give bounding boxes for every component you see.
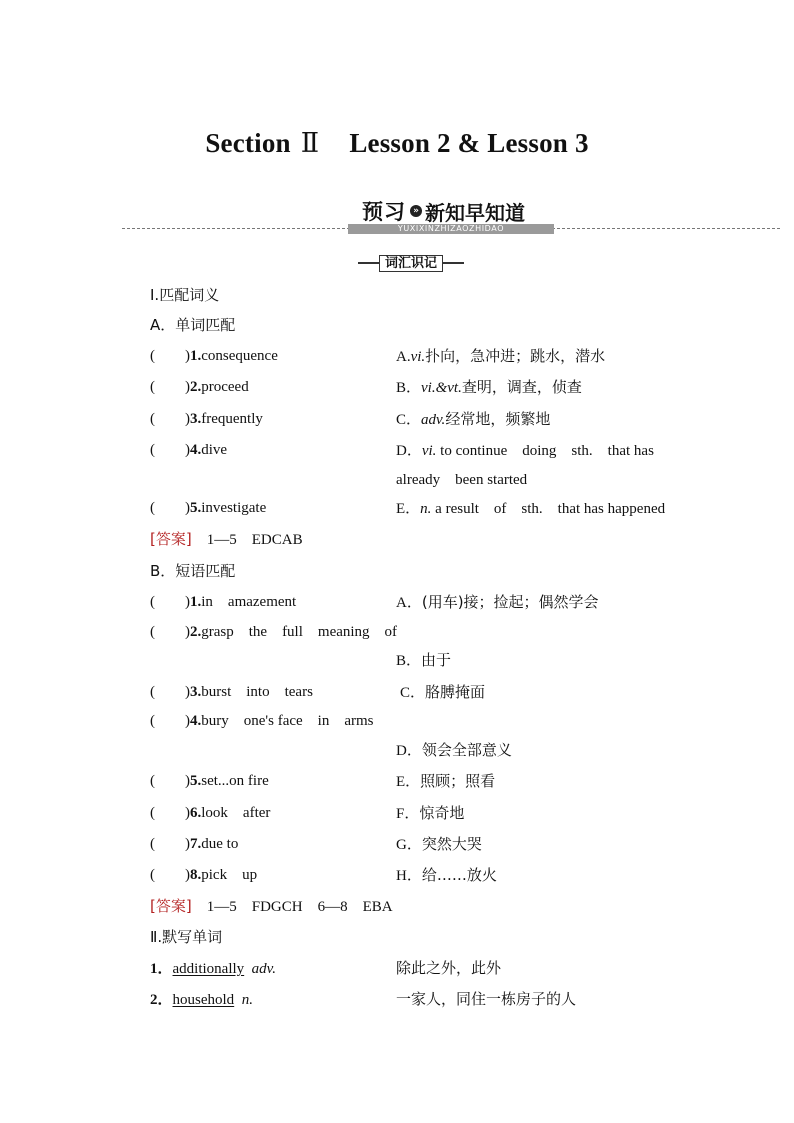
answer-a: [答案] 1—5 EDCAB <box>150 530 303 548</box>
dictation-row: 2．household n. <box>150 992 253 1008</box>
meaning-row: C．adv.经常地，频繁地 <box>396 410 551 428</box>
dictation-meaning: 一家人，同住一栋房子的人 <box>396 990 577 1008</box>
subsection-label: 词汇识记 <box>379 255 443 272</box>
phrase-meaning: A．(用车)接；捡起；偶然学会 <box>396 593 599 611</box>
arrow-icon: » <box>410 205 422 217</box>
meaning-row: E．n. a result of sth. that has happened <box>396 501 666 517</box>
meaning-row: D．vi. to continue doing sth. that has <box>396 443 654 459</box>
meaning-row: A.vi.扑向，急冲进；跳水，潜水 <box>396 347 606 365</box>
banner-main-label: 预习 <box>362 200 406 224</box>
word-row: ( )2.proceed <box>150 379 249 395</box>
dictation-row: 1．additionally adv. <box>150 961 276 977</box>
phrase-row: ( )5.set...on fire <box>150 773 269 789</box>
phrase-row: ( )4.bury one's face in arms <box>150 713 374 729</box>
subsection-badge <box>358 255 464 271</box>
phrase-meaning: B．由于 <box>396 651 452 669</box>
title-section: Section <box>205 128 291 158</box>
phrase-row: ( )1.in amazement <box>150 594 297 610</box>
word-row: ( )1.consequence <box>150 348 278 364</box>
dictation-answer: household <box>172 992 235 1008</box>
banner-tagline: 新知早知道 <box>425 200 525 225</box>
dictation-answer: additionally <box>172 961 245 977</box>
word-row: ( )5.investigate <box>150 500 267 516</box>
answer-b: [答案] 1—5 FDGCH 6—8 EBA <box>150 897 393 915</box>
part2-heading: Ⅱ.默写单词 <box>150 928 223 946</box>
meaning-row-continued: already been started <box>396 472 528 488</box>
word-row: ( )3.frequently <box>150 411 263 427</box>
part1-b-heading: B．短语匹配 <box>150 562 236 580</box>
title-lessons: Lesson 2 & Lesson 3 <box>349 128 589 158</box>
meaning-row: B．vi.&vt.查明，调查，侦查 <box>396 378 582 396</box>
title-numeral: Ⅱ <box>300 128 320 158</box>
phrase-meaning: C．胳膊掩面 <box>400 683 486 701</box>
phrase-row: ( )6.look after <box>150 805 271 821</box>
phrase-row: ( )3.burst into tears <box>150 684 313 700</box>
phrase-row: ( )2.grasp the full meaning of <box>150 624 398 640</box>
banner-heading <box>362 198 525 224</box>
dictation-meaning: 除此之外，此外 <box>396 959 502 977</box>
phrase-meaning: G．突然大哭 <box>396 835 482 853</box>
word-row: ( )4.dive <box>150 442 228 458</box>
phrase-meaning: D．领会全部意义 <box>396 741 512 759</box>
banner-pinyin: YUXIXINZHIZAOZHIDAO <box>348 224 554 234</box>
part1-a-heading: A．单词匹配 <box>150 316 236 334</box>
phrase-row: ( )7.due to <box>150 836 239 852</box>
page-title <box>0 128 794 159</box>
part1-heading: Ⅰ.匹配词义 <box>150 286 220 304</box>
phrase-meaning: E．照顾；照看 <box>396 772 496 790</box>
phrase-meaning: F．惊奇地 <box>396 804 465 822</box>
phrase-row: ( )8.pick up <box>150 867 258 883</box>
phrase-meaning: H．给……放火 <box>396 866 497 884</box>
